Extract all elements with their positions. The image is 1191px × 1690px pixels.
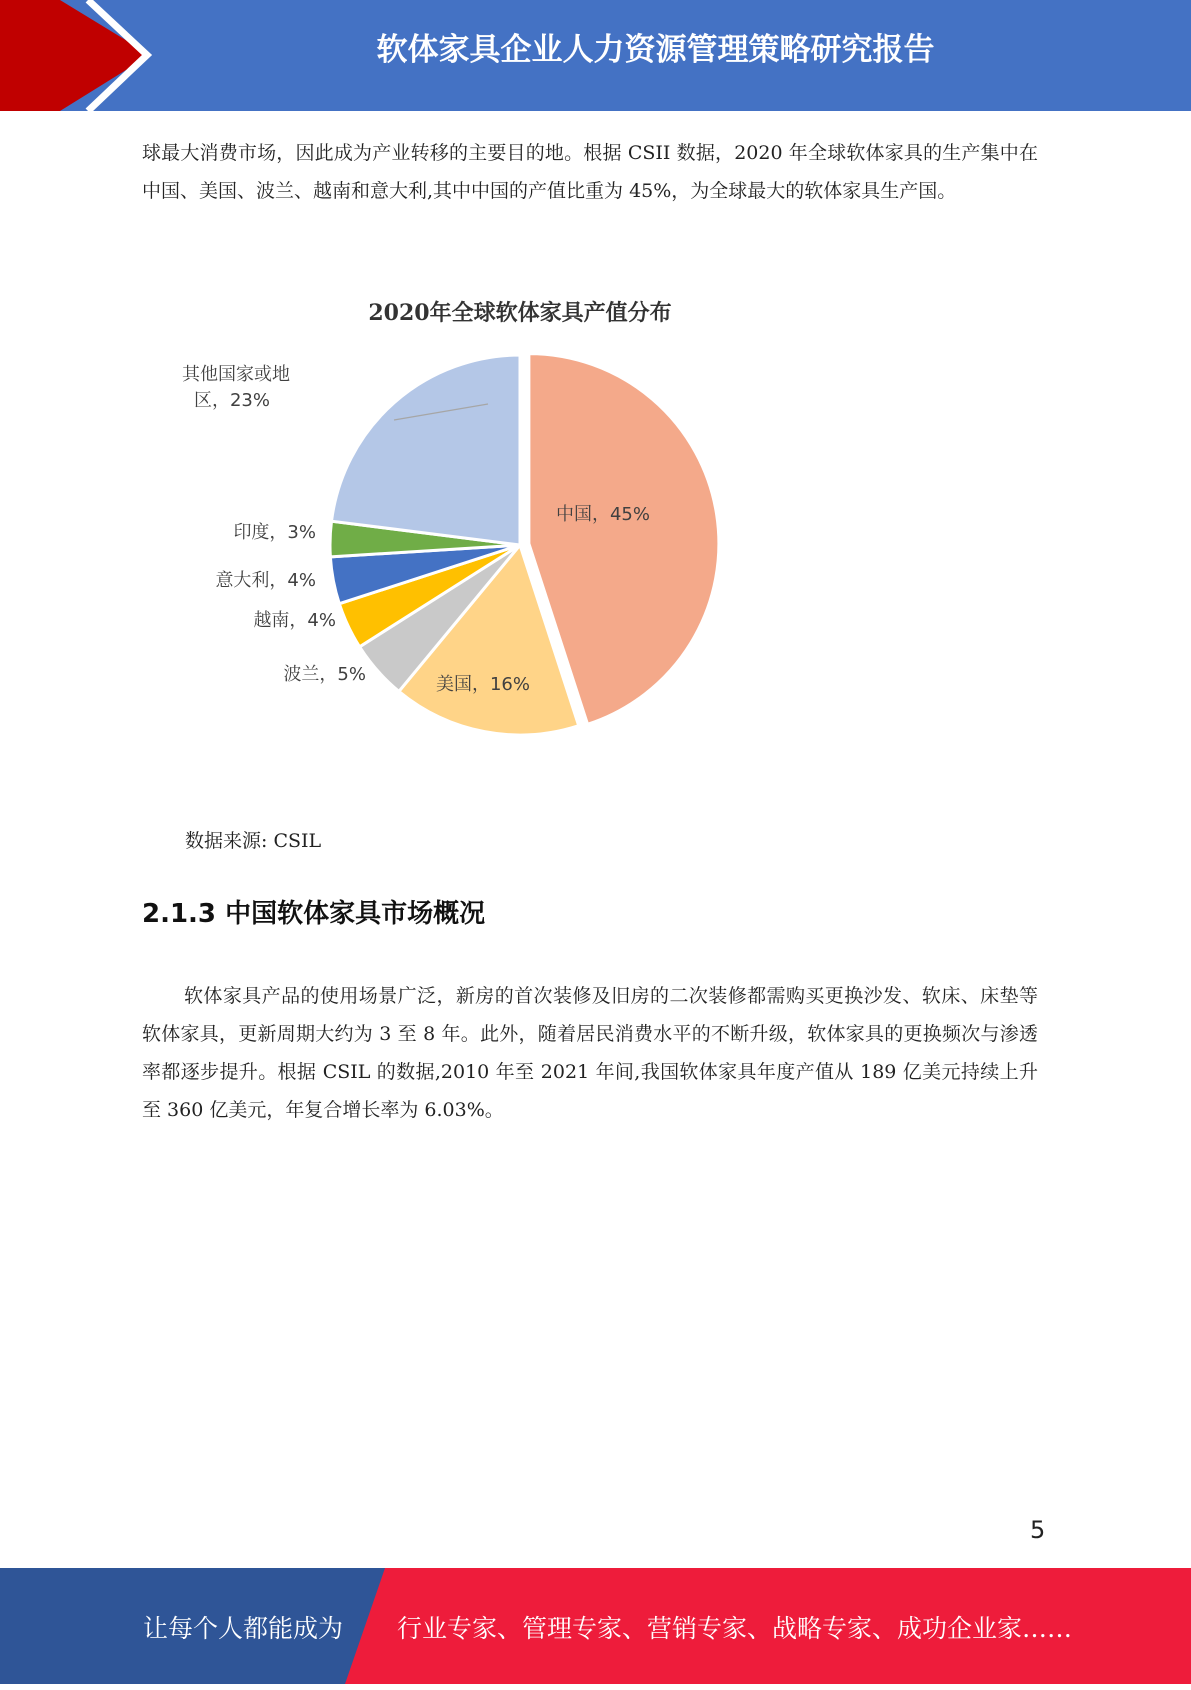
pie-slice-7	[331, 355, 520, 545]
pie-label-2: 美国，16%	[435, 674, 530, 695]
footer-slogan-left: 让每个人都能成为	[143, 1614, 344, 1643]
data-source-note: 数据来源: CSIL	[185, 830, 322, 852]
body-paragraph-2: 软体家具产品的使用场景广泛，新房的首次装修及旧房的二次装修都需购买更换沙发、软床、床垫等软体家具，更新周期大约为 3 至 8 年。此外，随着居民消费水平的不断升级，软体家具的更换频次与渗透率都逐步提升。根据 CSIL 的数据,2010 年至 2021 年间,我国软体家具年度产值从 189 亿美元持续上升至 360 亿美元，年复合增长率为 6.03%。	[142, 985, 1038, 1121]
body-paragraph-1: 球最大消费市场，因此成为产业转移的主要目的地。根据 CSII 数据，2020 年全球软体家具的生产集中在中国、美国、波兰、越南和意大利,其中中国的产值比重为 45%，为全球最大的软体家具生产国。	[142, 142, 1038, 202]
pie-chart	[170, 280, 790, 780]
footer-slogan-right: 行业专家、管理专家、营销专家、战略专家、成功企业家……	[397, 1614, 1073, 1643]
page-number: 5	[1030, 1516, 1046, 1544]
pie-chart-svg	[170, 280, 790, 780]
page-header	[0, 0, 1191, 111]
chart-title: 2020年全球软体家具产值分布	[368, 300, 672, 326]
pie-label-7: 其他国家或地区，23%	[182, 364, 290, 411]
pie-label-4: 越南，4%	[253, 610, 336, 631]
pie-label-5: 意大利，4%	[215, 570, 316, 591]
pie-label-1: 中国，45%	[555, 504, 650, 525]
pie-label-6: 印度，3%	[233, 522, 316, 543]
section-heading: 2.1.3 中国软体家具市场概况	[142, 899, 486, 929]
page-footer	[0, 1568, 1191, 1684]
header-title: 软体家具企业人力资源管理策略研究报告	[376, 32, 935, 68]
pie-label-3: 波兰，5%	[283, 664, 366, 685]
